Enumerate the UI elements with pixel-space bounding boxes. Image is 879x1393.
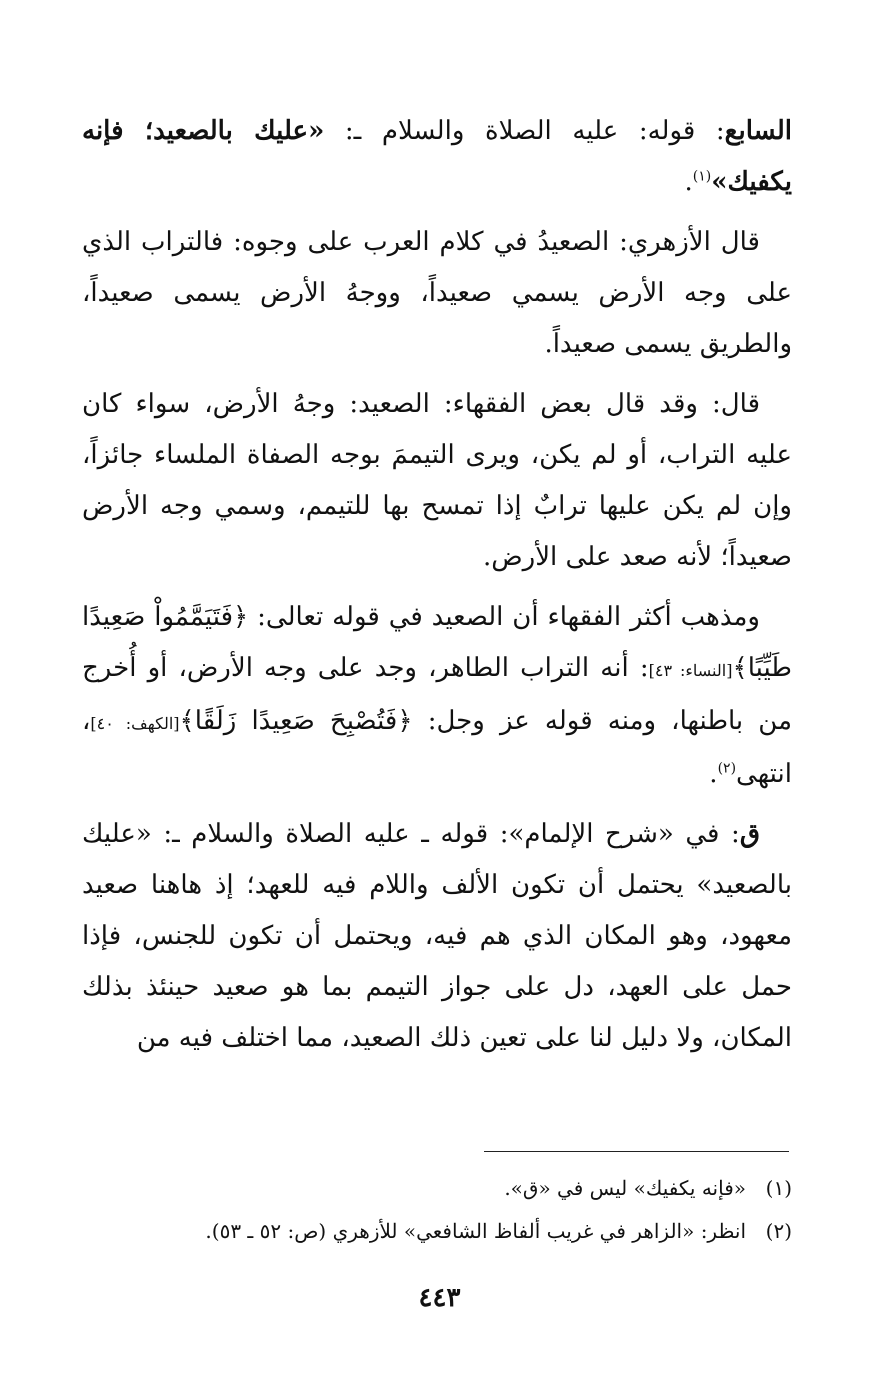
footnote-text: انظر: «الزاهر في غريب ألفاظ الشافعي» للأزهري (ص: ٥٢ ـ ٥٣). [205, 1219, 746, 1243]
paragraph-5 [82, 809, 792, 1064]
quran-verse: ﴿فَتُصْبِحَ صَعِيدًا زَلَقًا﴾ [179, 706, 413, 736]
paragraph-text: : قوله: عليه الصلاة والسلام ـ: [324, 116, 725, 146]
hadith-quote: «عليك بالصعيد؛ فإنه يكفيك» [82, 116, 792, 197]
paragraph-text: . [709, 759, 718, 789]
footnote-divider [484, 1151, 789, 1152]
paragraph-text: : أنه التراب الطاهر، وجد على وجه الأرض، أو أُخرج من باطنها، ومنه قوله عز وجل: [82, 653, 793, 736]
footnote-marker[interactable]: (٢) [717, 760, 737, 777]
footnote-2 [82, 1210, 792, 1253]
footnote-1 [82, 1167, 792, 1210]
paragraph-text: . [684, 167, 693, 197]
footnote-marker[interactable]: (١) [692, 168, 712, 185]
page-number: ٤٤٣ [418, 1283, 461, 1313]
quran-verse: ﴿فَتَيَمَّمُواْ صَعِيدًا طَيِّبًا﴾ [82, 602, 792, 683]
main-text [82, 106, 792, 1073]
paragraph-4 [82, 592, 792, 800]
paragraph-2 [82, 217, 792, 370]
paragraph-1 [82, 106, 792, 208]
paragraph-text: قال: وقد قال بعض الفقهاء: الصعيد: وجهُ الأرض، سواء كان عليه التراب، أو لم يكن، ويرى التيممَ بوجه الصفاة الملساء جائزاً، وإن لم يكن عليها ترابٌ إذا تمسح بها للتيمم، وسمي وجه الأرض صعيداً؛ لأنه صعد على الأرض. [82, 389, 792, 572]
footnotes [82, 1167, 792, 1253]
footnote-text: «فإنه يكفيك» ليس في «ق». [504, 1176, 746, 1200]
paragraph-text: ، انتهى [82, 706, 792, 789]
paragraph-text: : في «شرح الإلمام»: قوله ـ عليه الصلاة والسلام ـ: «عليك بالصعيد» يحتمل أن تكون الألف واللام فيه للعهد؛ إذ هاهنا صعيد معهود، وهو المكان الذي هم فيه، ويحتمل أن تكون للجنس، فإذا حمل على العهد، دل على جواز التيمم بما هو صعيد حينئذ بذلك المكان، ولا دليل لنا على تعين ذلك الصعيد، مما اختلف فيه من [82, 819, 792, 1053]
verse-reference: [الكهف: ٤٠] [90, 714, 180, 733]
paragraph-lead: ق [739, 819, 760, 849]
footnote-number: (١) [765, 1176, 792, 1200]
paragraph-text: قال الأزهري: الصعيدُ في كلام العرب على وجوه: فالتراب الذي على وجه الأرض يسمي صعيداً، ووجهُ الأرض يسمى صعيداً، والطريق يسمى صعيداً. [82, 227, 792, 359]
paragraph-lead: السابع [724, 116, 793, 146]
paragraph-3 [82, 379, 792, 583]
verse-reference: [النساء: ٤٣] [648, 661, 733, 680]
footnote-number: (٢) [765, 1219, 792, 1243]
paragraph-text: ومذهب أكثر الفقهاء أن الصعيد في قوله تعالى: [248, 602, 760, 632]
